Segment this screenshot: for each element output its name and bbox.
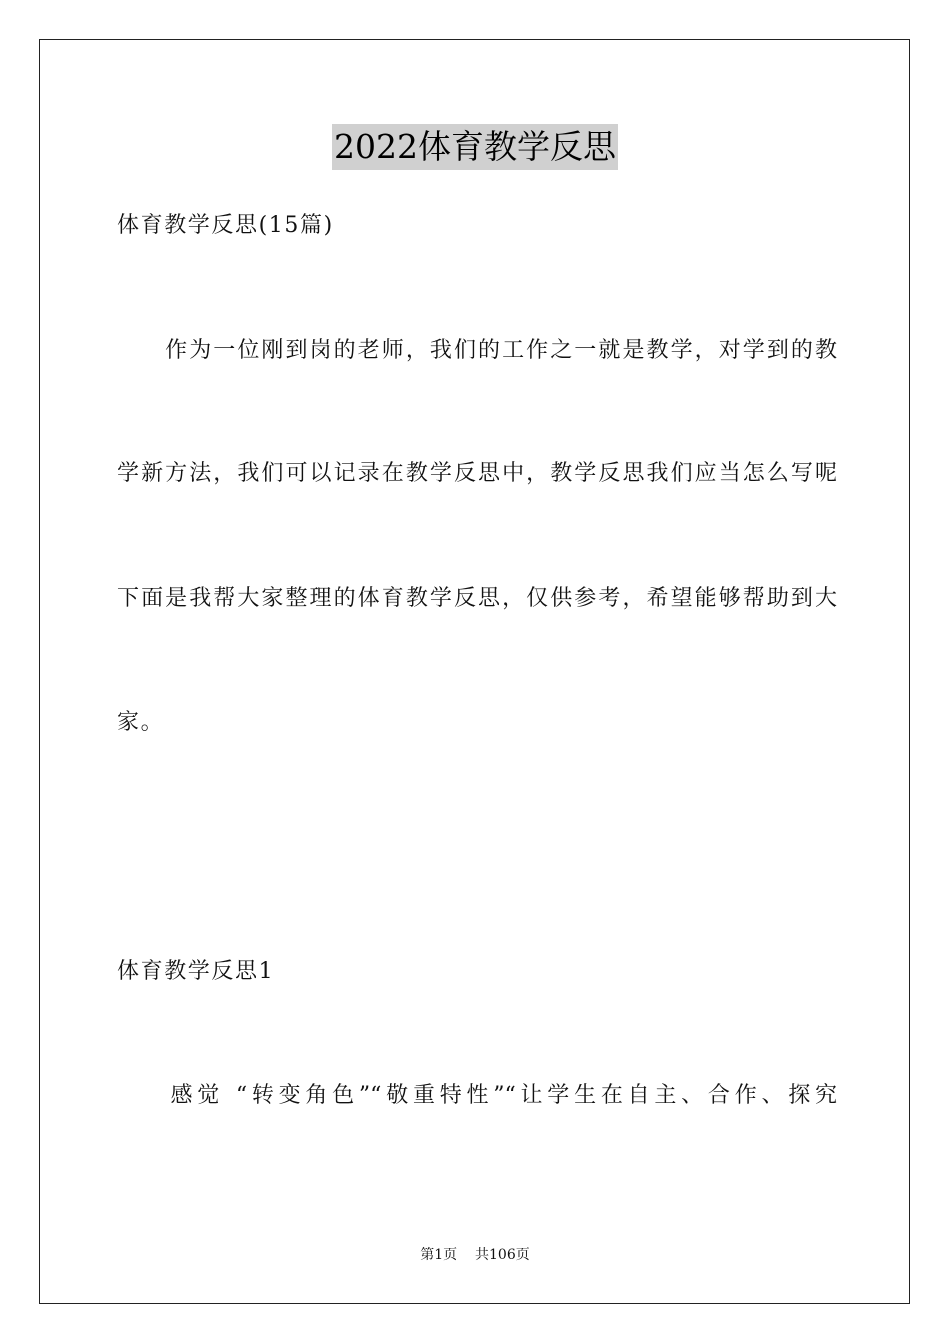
document-title: 2022体育教学反思	[332, 124, 618, 170]
intro-line-2: 学新方法，我们可以记录在教学反思中，教学反思我们应当怎么写呢	[117, 461, 837, 486]
page-footer	[0, 1245, 950, 1265]
title-container	[0, 124, 950, 170]
page-total: 共106页	[475, 1247, 530, 1263]
intro-line-1: 作为一位刚到岗的老师，我们的工作之一就是教学，对学到的教	[117, 338, 837, 363]
page-number: 第1页	[420, 1247, 458, 1263]
section-line-1: 感觉 “转变角色”“敬重特性”“让学生在自主、合作、探究	[117, 1083, 837, 1108]
section-heading: 体育教学反思1	[117, 959, 275, 984]
intro-line-4: 家。	[117, 710, 165, 735]
intro-line-3: 下面是我帮大家整理的体育教学反思，仅供参考，希望能够帮助到大	[117, 586, 837, 611]
document-subtitle: 体育教学反思(15篇)	[117, 213, 334, 238]
